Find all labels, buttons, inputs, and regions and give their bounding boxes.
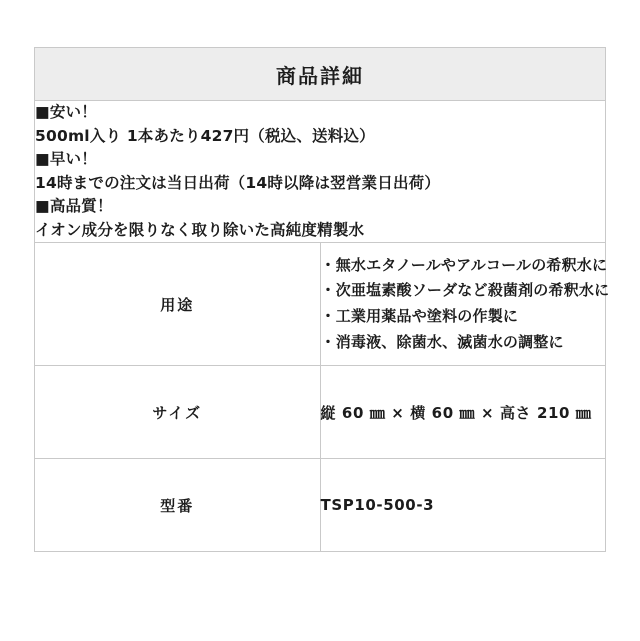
product-spec-table	[34, 47, 610, 552]
table-row-title	[35, 48, 606, 101]
row-label-usage: 用途	[35, 243, 321, 366]
usage-list	[320, 253, 610, 356]
row-value-model	[320, 459, 606, 552]
list-item: ・工業用薬品や塗料の作製に	[320, 307, 519, 326]
features-cell	[35, 101, 606, 243]
list-item: ・消毒液、除菌水、滅菌水の調整に	[320, 333, 564, 352]
row-value-size	[320, 366, 606, 459]
feature-line: イオン成分を限りなく取り除いた高純度精製水	[35, 220, 365, 239]
table-row-features	[35, 101, 606, 243]
feature-line: ■早い！	[35, 150, 97, 169]
page-title: 商品詳細	[35, 48, 606, 101]
size-value: 縦 60 ㎜ × 横 60 ㎜ × 高さ 210 ㎜	[320, 403, 592, 422]
row-label-size: サイズ	[35, 366, 321, 459]
table-row-usage	[35, 243, 606, 366]
feature-line: ■安い！	[35, 103, 97, 121]
table-row-model	[35, 459, 606, 552]
row-value-usage	[320, 243, 610, 366]
feature-line: 500ml入り 1本あたり427円（税込、送料込）	[35, 126, 375, 145]
table-row-size	[35, 366, 606, 459]
feature-line: ■高品質！	[35, 197, 113, 216]
feature-line: 14時までの注文は当日出荷（14時以降は翌営業日出荷）	[35, 173, 441, 192]
list-item: ・次亜塩素酸ソーダなど殺菌剤の希釈水に	[320, 281, 610, 300]
list-item: ・無水エタノールやアルコールの希釈水に	[320, 255, 608, 274]
row-label-model: 型番	[35, 459, 321, 552]
model-value: TSP10-500-3	[320, 496, 435, 515]
